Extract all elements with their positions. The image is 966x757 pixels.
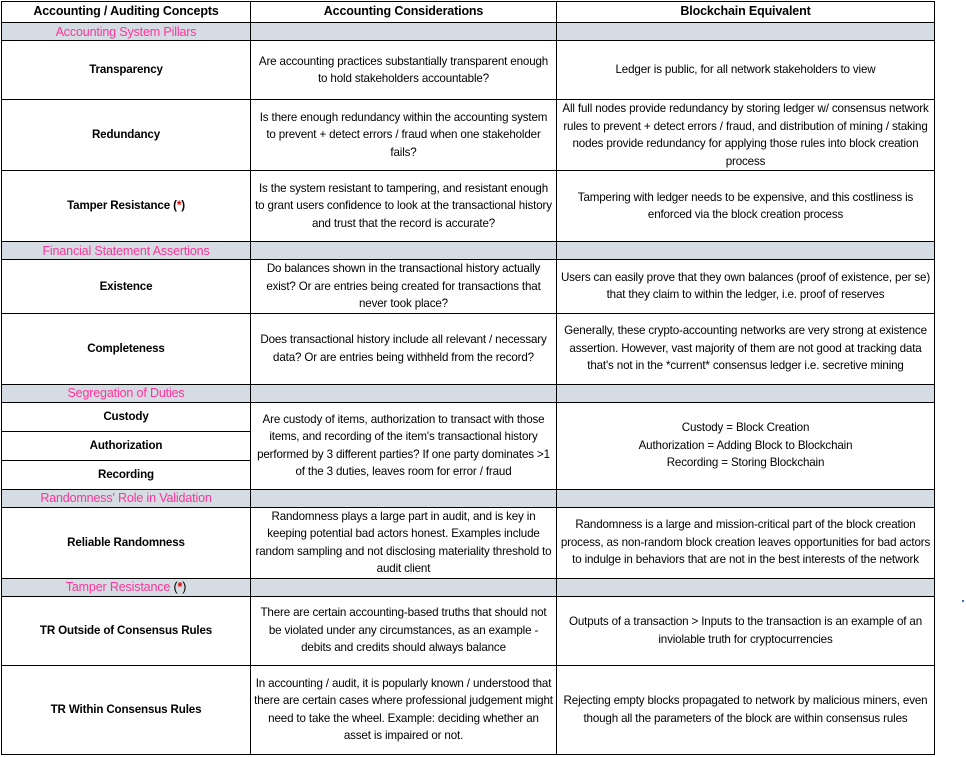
section-row — [2, 578, 935, 596]
concepts-table — [1, 1, 935, 755]
consideration-cell[interactable]: Is there enough redundancy within the accounting system to prevent + detect errors / fraud when one stakeholder fails? — [251, 100, 557, 171]
blockchain-line: Authorization = Adding Block to Blockchain — [638, 438, 853, 452]
section-row — [2, 384, 935, 402]
empty-cell[interactable] — [557, 23, 935, 41]
table-row — [2, 665, 935, 754]
header-considerations[interactable]: Accounting Considerations — [251, 2, 557, 23]
section-row — [2, 489, 935, 507]
header-row — [2, 2, 935, 23]
header-concepts[interactable]: Accounting / Auditing Concepts — [2, 2, 251, 23]
table-row — [2, 402, 935, 431]
blockchain-cell[interactable]: All full nodes provide redundancy by storing ledger w/ consensus network rules to prevent + detect errors / fraud, and distribution of mining / staking nodes provide redundancy for applying those rules into block creation process — [557, 100, 935, 171]
table-row — [2, 171, 935, 242]
asterisk-mark: * — [176, 199, 182, 213]
empty-cell[interactable] — [251, 578, 557, 596]
section-row — [2, 242, 935, 260]
blockchain-cell[interactable]: Rejecting empty blocks propagated to network by malicious miners, even though all the parameters of the block are within consensus rules — [557, 665, 935, 754]
consideration-cell[interactable]: There are certain accounting-based truths that should not be violated under any circumstances, as an example - debits and credits should always balance — [251, 596, 557, 665]
table-row — [2, 596, 935, 665]
table-row — [2, 507, 935, 578]
consideration-cell[interactable]: Are accounting practices substantially transparent enough to hold stakeholders accountable? — [251, 41, 557, 100]
section-title[interactable]: Tamper Resistance (*) — [2, 578, 251, 596]
consideration-cell[interactable]: Do balances shown in the transactional history actually exist? Or are entries being created for transactions that never took place? — [251, 260, 557, 314]
blockchain-cell[interactable]: Generally, these crypto-accounting networks are very strong at existence assertion. However, vast majority of them are not good at tracking data that's not in the *current* consensus ledger i.e. secretive mining — [557, 313, 935, 384]
concept-cell[interactable]: Custody — [2, 402, 251, 431]
table-row — [2, 41, 935, 100]
blockchain-cell[interactable]: Tampering with ledger needs to be expensive, and this costliness is enforced via the block creation process — [557, 171, 935, 242]
consideration-cell[interactable]: Is the system resistant to tampering, and resistant enough to grant users confidence to look at the transactional history and trust that the record is accurate? — [251, 171, 557, 242]
blockchain-cell[interactable]: Users can easily prove that they own balances (proof of existence, per se) that they claim to within the ledger, i.e. proof of reserves — [557, 260, 935, 314]
consideration-cell[interactable]: Randomness plays a large part in audit, and is key in keeping potential bad actors honest. Examples include random sampling and not disclosing materiality threshold to audit client — [251, 507, 557, 578]
blockchain-cell[interactable]: Randomness is a large and mission-critical part of the block creation process, as non-random block creation leaves opportunities for bad actors to indulge in behaviors that are not in the best interests of the network — [557, 507, 935, 578]
concept-cell[interactable]: Completeness — [2, 313, 251, 384]
empty-cell[interactable] — [557, 489, 935, 507]
section-title[interactable]: Segregation of Duties — [2, 384, 251, 402]
section-row — [2, 23, 935, 41]
blockchain-cell[interactable] — [557, 402, 935, 489]
concept-cell[interactable]: Reliable Randomness — [2, 507, 251, 578]
section-title[interactable]: Financial Statement Assertions — [2, 242, 251, 260]
empty-cell[interactable] — [251, 489, 557, 507]
concept-cell[interactable]: Existence — [2, 260, 251, 314]
empty-cell[interactable] — [557, 578, 935, 596]
empty-cell[interactable] — [557, 242, 935, 260]
consideration-cell[interactable]: Does transactional history include all relevant / necessary data? Or are entries being withheld from the record? — [251, 313, 557, 384]
blockchain-cell[interactable]: Outputs of a transaction > Inputs to the transaction is an example of an inviolable truth for cryptocurrencies — [557, 596, 935, 665]
blockchain-cell[interactable]: Ledger is public, for all network stakeholders to view — [557, 41, 935, 100]
blockchain-line: Recording = Storing Blockchain — [666, 456, 825, 470]
empty-cell[interactable] — [251, 384, 557, 402]
table-row — [2, 100, 935, 171]
concept-cell[interactable]: TR Outside of Consensus Rules — [2, 596, 251, 665]
header-blockchain[interactable]: Blockchain Equivalent — [557, 2, 935, 23]
concept-cell[interactable]: Tamper Resistance (*) — [2, 171, 251, 242]
table-row — [2, 313, 935, 384]
stray-dot — [962, 600, 964, 602]
section-title[interactable]: Randomness' Role in Validation — [2, 489, 251, 507]
concept-label: Tamper Resistance — [67, 199, 171, 213]
empty-cell[interactable] — [557, 384, 935, 402]
section-title[interactable]: Accounting System Pillars — [2, 23, 251, 41]
concept-cell[interactable]: Recording — [2, 460, 251, 489]
consideration-cell[interactable]: In accounting / audit, it is popularly known / understood that there are certain cases where professional judgement might need to take the wheel. Example: deciding whether an asset is impaired or not. — [251, 665, 557, 754]
concept-cell[interactable]: Transparency — [2, 41, 251, 100]
consideration-cell[interactable]: Are custody of items, authorization to transact with those items, and recording of the item's transactional history performed by 3 different parties? If one party dominates >1 of the 3 duties, leaves room for error / fraud — [251, 402, 557, 489]
empty-cell[interactable] — [251, 23, 557, 41]
concept-cell[interactable]: Redundancy — [2, 100, 251, 171]
asterisk-mark: * — [177, 580, 183, 594]
empty-cell[interactable] — [251, 242, 557, 260]
blockchain-line: Custody = Block Creation — [681, 421, 810, 435]
concept-cell[interactable]: TR Within Consensus Rules — [2, 665, 251, 754]
concept-cell[interactable]: Authorization — [2, 431, 251, 460]
section-title-label: Tamper Resistance — [65, 580, 171, 594]
table-row — [2, 260, 935, 314]
